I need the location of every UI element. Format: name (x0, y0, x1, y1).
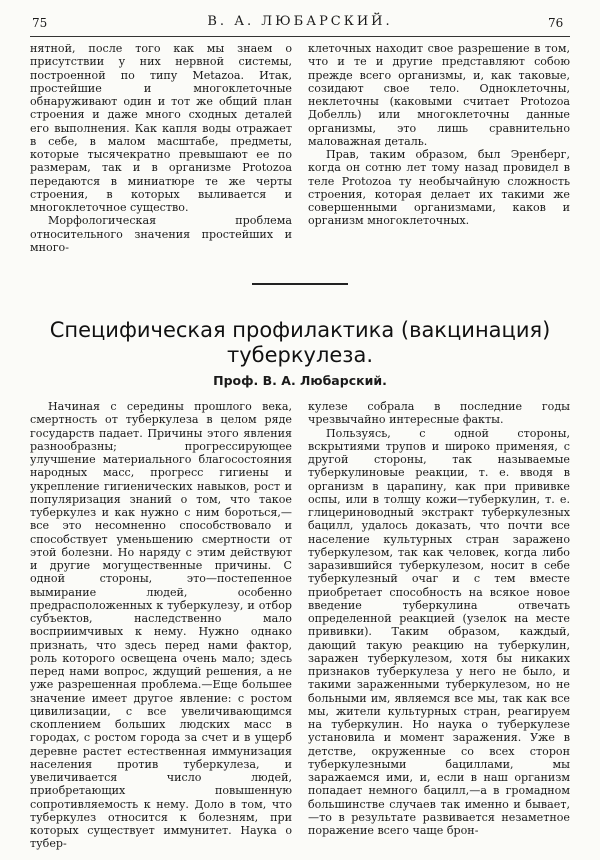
previous-article-right-column (308, 42, 570, 228)
page-number-right: 76 (548, 16, 564, 30)
paragraph: Прав, таким образом, был Эренберг, когда он сотню лет тому назад провидел в теле Protozoa ту необычайную сложность строения, которая делает их такими же совершенными организмами, каков и организм многоклеточных. (308, 148, 570, 228)
article-author: Проф. В. А. Любарский. (213, 373, 387, 388)
page-number-left: 75 (32, 16, 48, 30)
paragraph: кулезе собрала в последние годы чрезвычайно интересные факты. (308, 400, 570, 427)
article-title: Специфическая профилактика (вакцинация) туберкулеза. (49, 318, 551, 367)
section-divider (252, 283, 348, 285)
paragraph: Морфологическая проблема относительного значения простейших и много- (30, 214, 292, 254)
article-left-column (30, 400, 292, 851)
paragraph: нятной, после того как мы знаем о присутствии у них нервной системы, построенной по типу Metazoa. Итак, простейшие и многоклеточные обнаруживают один и тот же общий план строения и даже много сходных деталей его выполнения. Как капля воды отражает в себе, в малом масштабе, предметы, которые тысячекратно превышают ее по размерам, так и в организме Protozoa передаются в миниатюре те же черты строения, в которых выливается и многоклеточное существо. (30, 42, 292, 214)
paragraph: Начиная с середины прошлого века, смертность от туберкулеза в целом ряде государств падает. Причины этого явления разнообразны; прогрессирующее улучшение материального благосостояния народных масс, прогресс гигиены и укрепление гигиенических навыков, рост и популяризация знаний о том, что такое туберкулез и как нужно с ним бороться,—все это несомненно способствовало и способствует уменьшению смертности от этой болезни. Но наряду с этим действуют и другие могущественные причины. С одной стороны, это—постепенное вымирание людей, особенно предрасположенных к туберкулезу, и отбор субъектов, наследственно мало восприимчивых к нему. Нужно однако признать, что здесь перед нами фактор, роль которого освещена очень мало; здесь перед нами вопрос, ждущий решения, а не уже разрешенная проблема.—Еще большее значение имеет другое явление: с ростом цивилизации, с все увеличивающимся скоплением больших людских масс в городах, с ростом города за счет и в ущерб деревне растет естественная иммунизация населения против туберкулеза, и увеличивается число людей, приобретающих повышенную сопротивляемость к нему. Доло в том, что туберкулез относится к болезням, при которых существует иммунитет. Наука о тубер- (30, 400, 292, 851)
page-header (0, 14, 600, 34)
previous-article-left-column (30, 42, 292, 254)
article-right-column (308, 400, 570, 837)
paragraph: Пользуясь, с одной стороны, вскрытиями трупов и широко применяя, с другой стороны, так называемые туберкулиновые реакции, т. е. вводя в организм в царапину, как при прививке оспы, или в толщу кожи—туберкулин, т. е. глицериноводный экстракт туберкулезных бацилл, удалось доказать, что почти все население культурных стран заражено туберкулезом, так как человек, когда либо заразившийся туберкулезом, носит в себе туберкулезный очаг и с тем вместе приобретает способность на всякое новое введение туберкулина отвечать определенной реакцией (узелок на месте прививки). Таким образом, каждый, дающий такую реакцию на туберкулин, заражен туберкулезом, хотя бы никаких признаков туберкулеза у него не было, и такими зараженными туберкулезом, но не больными им, являемся все мы, так как все мы, жители культурных стран, реагируем на туберкулин. Но наука о туберкулезе установила и момент заражения. Уже в детстве, окруженные со всех сторон туберкулезными бациллами, мы заражаемся ими, и, если в наш организм попадает немного бацилл,—а в громадном большинстве случаев так именно и бывает,—то в результате развивается незаметное поражение всего чаще брон- (308, 426, 570, 837)
paragraph: клеточных находит свое разрешение в том, что и те и другие представляют собою прежде всего организмы, и, как таковые, созидают свое тело. Одноклеточны, неклеточны (каковыми считает Protozoa Добелль) или многоклеточны данные организмы, это лишь сравнительно маловажная деталь. (308, 42, 570, 148)
header-rule (30, 36, 570, 37)
running-title: В. А. ЛЮБАРСКИЙ. (207, 14, 393, 29)
